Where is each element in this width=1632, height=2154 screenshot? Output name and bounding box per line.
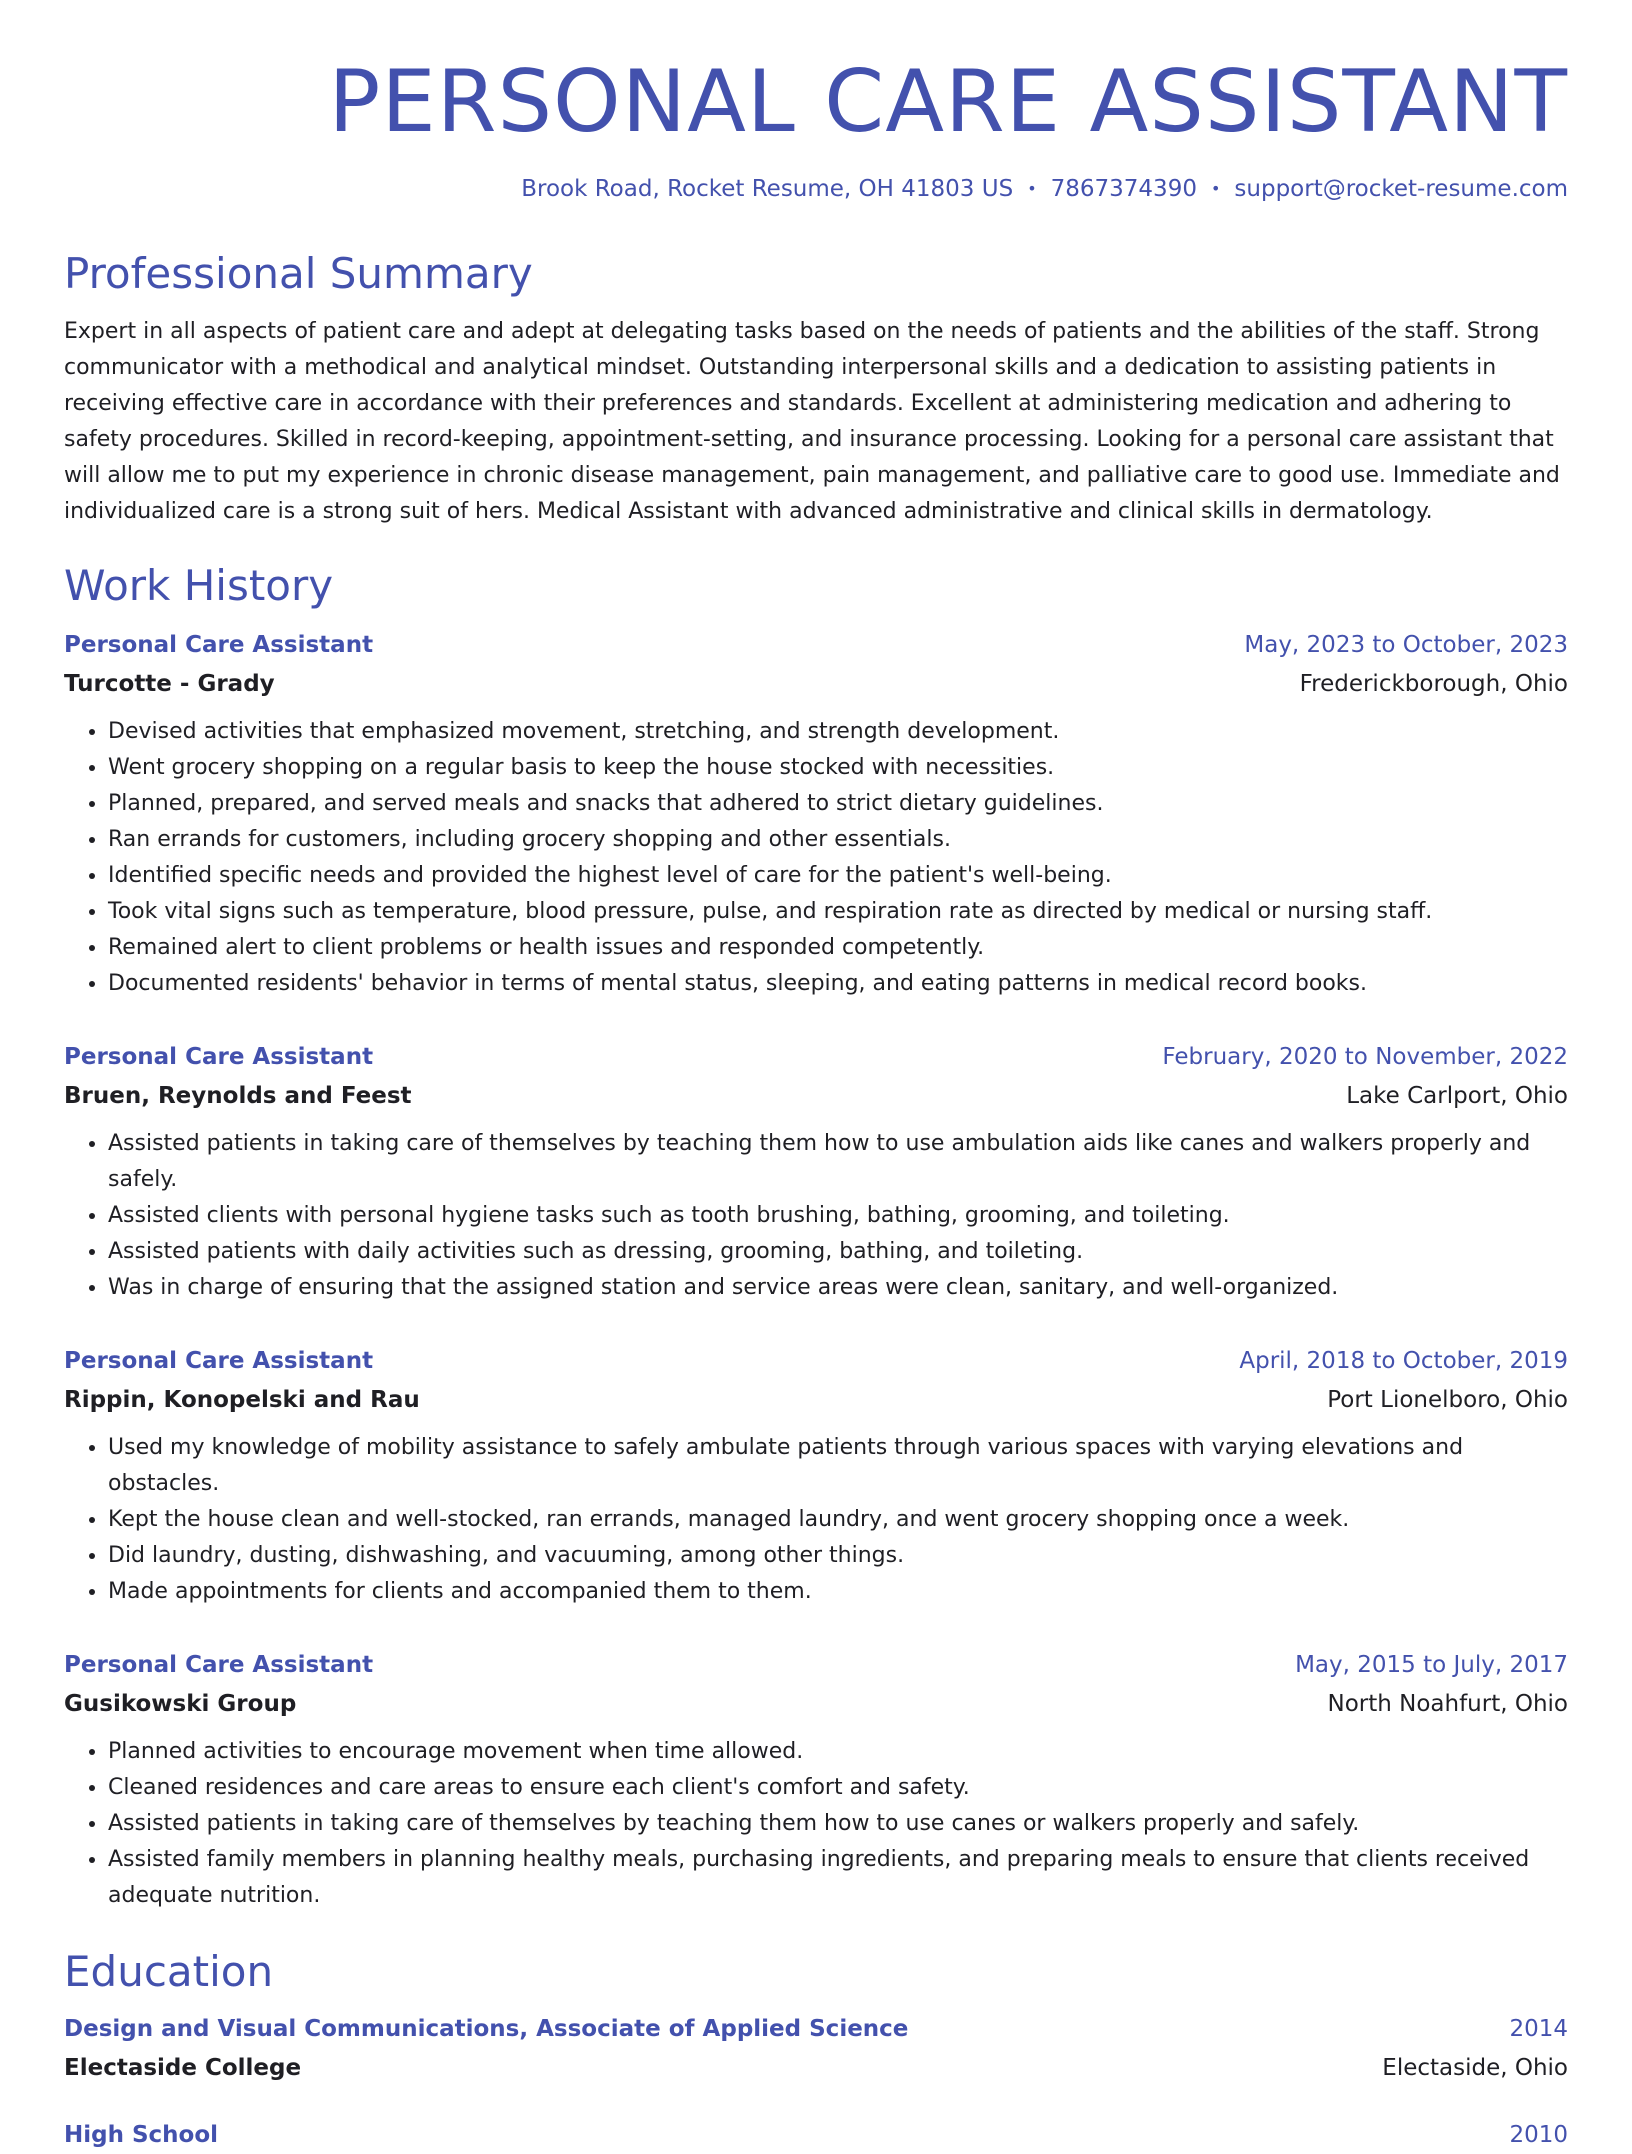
education-degree: Design and Visual Communications, Associate of Applied Science [64,2016,909,2042]
job-dates: May, 2015 to July, 2017 [1295,1652,1568,1678]
education-year: 2010 [1509,2122,1568,2148]
job-bullet: • Ran errands for customers, including grocery shopping and other essentials. [108,822,1568,858]
job-header-row [64,1342,1568,1380]
job-bullet: • Documented residents' behavior in terms of mental status, sleeping, and eating patterns in medical record books. [108,966,1568,1002]
job-company-row [64,1076,1568,1116]
education-heading: Education [64,1947,274,1996]
job-header-row [64,1038,1568,1076]
job-bullet: • Kept the house clean and well-stocked, ran errands, managed laundry, and went grocery shopping once a week. [108,1502,1568,1538]
contact-phone: 7867374390 [1050,176,1197,202]
job-location: Frederickborough, Ohio [1299,671,1568,697]
education-header-row [64,2010,1568,2048]
job-bullet: • Identified specific needs and provided the highest level of care for the patient's well-being. [108,858,1568,894]
job-header-row [64,1646,1568,1684]
job-bullet: • Cleaned residences and care areas to ensure each client's comfort and safety. [108,1770,1568,1806]
job-location: North Noahfurt, Ohio [1327,1691,1568,1717]
job-bullet: • Was in charge of ensuring that the assigned station and service areas were clean, sanitary, and well-organized. [108,1270,1568,1306]
job-bullet: • Assisted family members in planning healthy meals, purchasing ingredients, and preparing meals to ensure that clients received adequate nutrition. [108,1842,1568,1914]
job-dates: February, 2020 to November, 2022 [1162,1044,1568,1070]
education-location: Electaside, Ohio [1382,2055,1568,2081]
job-bullet: • Remained alert to client problems or health issues and responded competently. [108,930,1568,966]
job-bullets [64,1126,1568,1306]
job-dates: May, 2023 to October, 2023 [1244,632,1568,658]
job-entry [64,626,1568,1002]
contact-separator: • [1210,179,1221,198]
job-bullet: • Assisted patients in taking care of themselves by teaching them how to use canes or walkers properly and safely. [108,1806,1568,1842]
job-title: Personal Care Assistant [64,632,374,658]
job-company-row [64,1684,1568,1724]
work-history-list [64,626,1568,1914]
education-list [64,2010,1568,2154]
job-title: Personal Care Assistant [64,1348,374,1374]
job-bullets [64,714,1568,1002]
job-bullet: • Used my knowledge of mobility assistance to safely ambulate patients through various spaces with varying elevations and obstacles. [108,1430,1568,1502]
job-dates: April, 2018 to October, 2019 [1239,1348,1568,1374]
contact-line [64,176,1568,202]
job-bullets [64,1430,1568,1610]
job-header-row [64,626,1568,664]
job-company-row [64,664,1568,704]
job-location: Port Lionelboro, Ohio [1327,1387,1568,1413]
resume-header [64,0,1568,202]
job-title: Personal Care Assistant [64,1652,374,1678]
education-entry [64,2116,1568,2154]
resume-name: PERSONAL CARE ASSISTANT [328,52,1568,152]
work-history-heading: Work History [64,561,334,610]
job-company: Bruen, Reynolds and Feest [64,1083,412,1109]
job-location: Lake Carlport, Ohio [1346,1083,1568,1109]
education-entry [64,2010,1568,2088]
contact-address: Brook Road, Rocket Resume, OH 41803 US [521,176,1014,202]
education-header-row [64,2116,1568,2154]
education-degree: High School [64,2122,219,2148]
summary-text: Expert in all aspects of patient care and adept at delegating tasks based on the needs of patients and the abilities of the staff. Strong communicator with a methodical and analytical mindset. Outstanding interpersonal skills and a dedication to assisting patients in receiving effective care in accordance with their preferences and standards. Excellent at administering medication and adhering to safety procedures. Skilled in record-keeping, appointment-setting, and insurance processing. Looking for a personal care assistant that will allow me to put my experience in chronic disease management, pain management, and palliative care to good use. Immediate and individualized care is a strong suit of hers. Medical Assistant with advanced administrative and clinical skills in dermatology. [64,319,1560,524]
job-entry [64,1038,1568,1306]
job-company-row [64,1380,1568,1420]
contact-email[interactable]: support@rocket-resume.com [1234,176,1568,202]
job-bullets [64,1734,1568,1914]
education-school-row [64,2048,1568,2088]
job-company: Rippin, Konopelski and Rau [64,1387,420,1413]
job-company: Turcotte - Grady [64,671,275,697]
job-bullet: • Planned activities to encourage movement when time allowed. [108,1734,1568,1770]
job-bullet: • Planned, prepared, and served meals and snacks that adhered to strict dietary guidelines. [108,786,1568,822]
job-bullet: • Assisted clients with personal hygiene tasks such as tooth brushing, bathing, grooming, and toileting. [108,1198,1568,1234]
job-bullet: • Went grocery shopping on a regular basis to keep the house stocked with necessities. [108,750,1568,786]
education-year: 2014 [1509,2016,1568,2042]
job-bullet: • Assisted patients with daily activities such as dressing, grooming, bathing, and toileting. [108,1234,1568,1270]
contact-separator: • [1027,179,1037,198]
summary-heading: Professional Summary [64,249,533,298]
job-bullet: • Did laundry, dusting, dishwashing, and vacuuming, among other things. [108,1538,1568,1574]
job-entry [64,1342,1568,1610]
education-school: Electaside College [64,2055,302,2081]
job-company: Gusikowski Group [64,1691,297,1717]
job-bullet: • Took vital signs such as temperature, blood pressure, pulse, and respiration rate as directed by medical or nursing staff. [108,894,1568,930]
job-bullet: • Devised activities that emphasized movement, stretching, and strength development. [108,714,1568,750]
job-bullet: • Assisted patients in taking care of themselves by teaching them how to use ambulation aids like canes and walkers properly and safely. [108,1126,1568,1198]
job-entry [64,1646,1568,1914]
job-bullet: • Made appointments for clients and accompanied them to them. [108,1574,1568,1610]
job-title: Personal Care Assistant [64,1044,374,1070]
